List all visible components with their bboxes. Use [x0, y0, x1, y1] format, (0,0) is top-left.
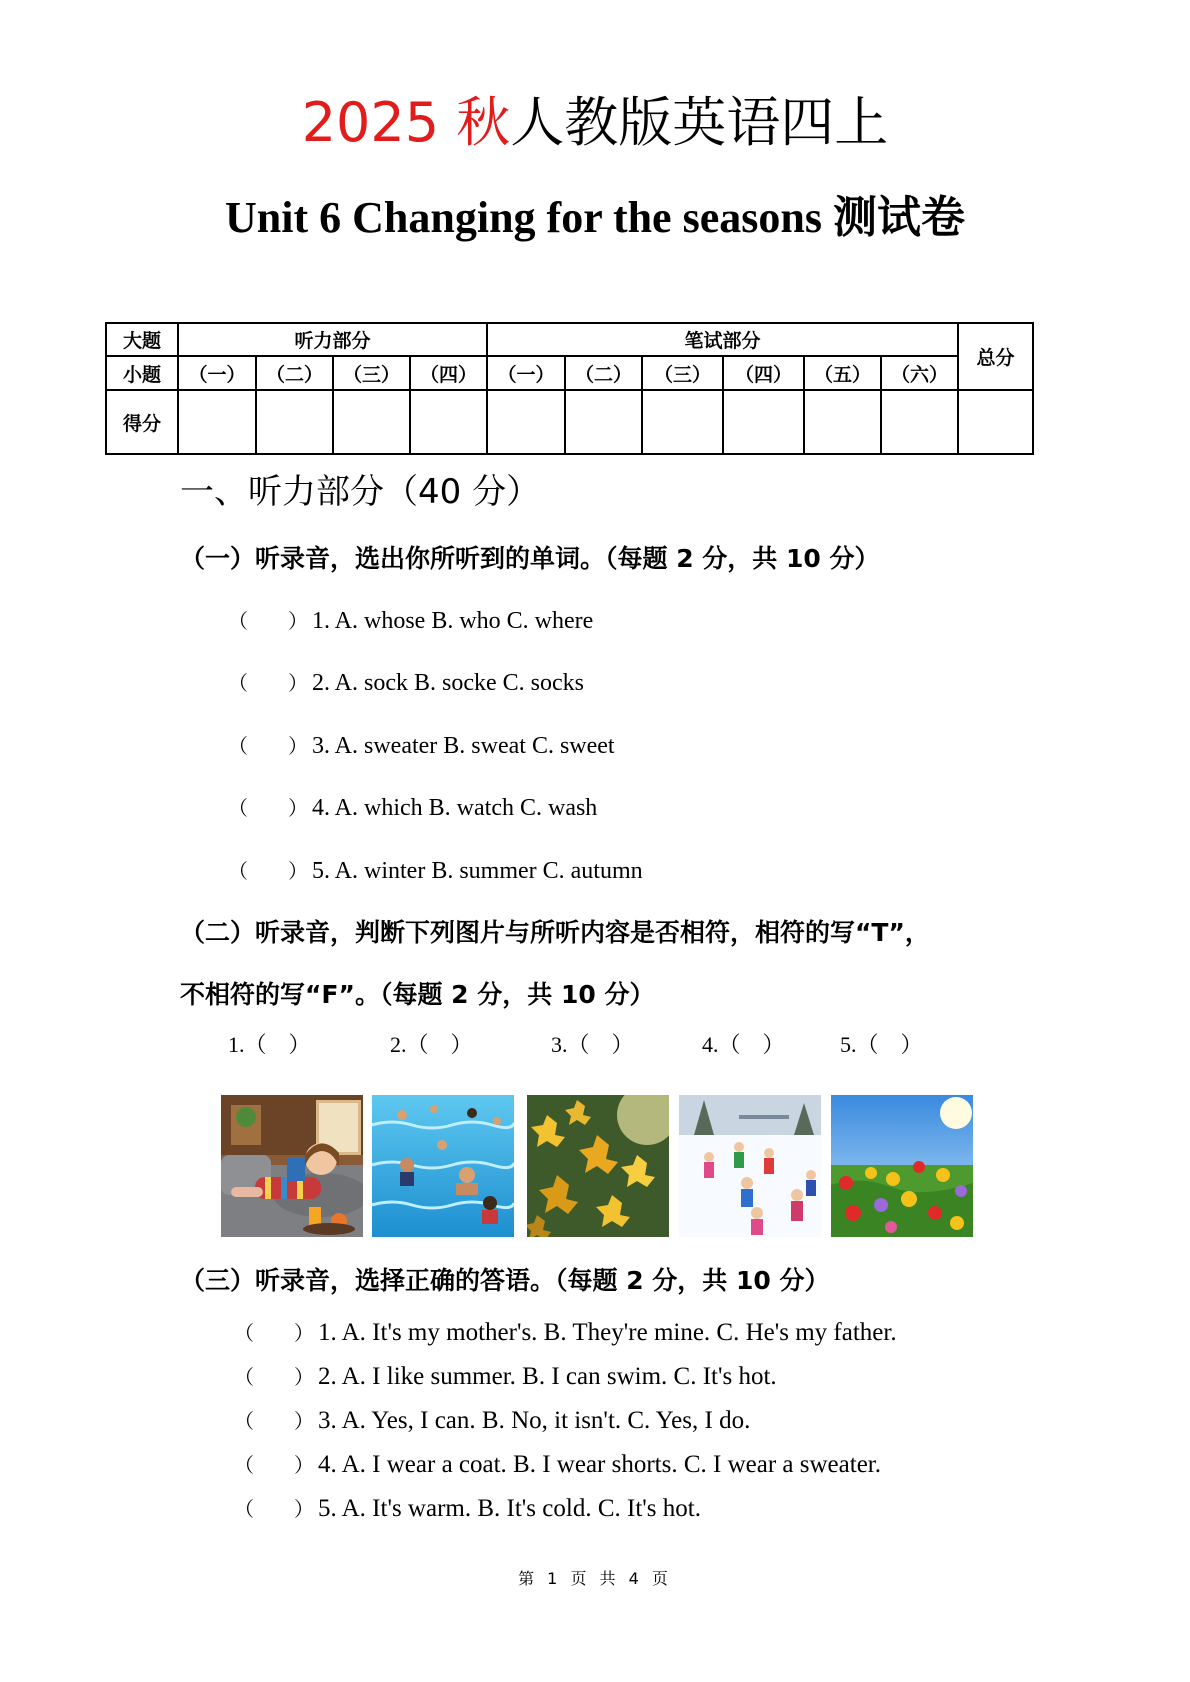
answer-bracket[interactable]: （ ） [228, 609, 308, 633]
title-rest: 人教版英语四上 [510, 91, 889, 154]
written-part: （六） [881, 356, 958, 390]
picture-label-2[interactable]: 2.（ ） [390, 1032, 473, 1057]
part1-question [228, 856, 643, 886]
girl-reading-picture [221, 1095, 363, 1237]
score-cell[interactable] [642, 390, 723, 454]
written-part: （二） [565, 356, 642, 390]
score-cell[interactable] [723, 390, 804, 454]
written-part: （五） [804, 356, 881, 390]
score-cell[interactable] [487, 390, 565, 454]
picture-label-4[interactable]: 4.（ ） [702, 1032, 785, 1057]
part1-question [228, 793, 597, 823]
answer-bracket[interactable]: （ ） [234, 1409, 314, 1433]
answer-bracket[interactable]: （ ） [228, 671, 308, 695]
picture-label-5[interactable]: 5.（ ） [840, 1032, 923, 1057]
swimming-pool-picture [372, 1095, 514, 1237]
part1-question [228, 668, 584, 698]
question-text: 5. A. winter B. summer C. autumn [312, 858, 643, 884]
score-cell[interactable] [565, 390, 642, 454]
answer-bracket[interactable]: （ ） [234, 1497, 314, 1521]
part3-heading: （三）听录音，选择正确的答语。（每题 2 分，共 10 分） [180, 1266, 830, 1295]
listening-header: 听力部分 [178, 323, 487, 356]
row-label-score: 得分 [106, 390, 178, 454]
page-title [0, 88, 1190, 158]
page-subtitle: Unit 6 Changing for the seasons 测试卷 [225, 193, 965, 242]
part3-question [234, 1318, 897, 1348]
part1-question [228, 731, 615, 761]
written-part: （四） [723, 356, 804, 390]
listening-part: （四） [410, 356, 487, 390]
question-text: 2. A. sock B. socke C. socks [312, 670, 584, 696]
page-footer: 第 1 页 共 4 页 [518, 1569, 672, 1588]
row-label-section: 大题 [106, 323, 178, 356]
score-cell[interactable] [256, 390, 333, 454]
question-text: 5. A. It's warm. B. It's cold. C. It's hot. [318, 1495, 701, 1522]
part2-heading-line1: （二）听录音，判断下列图片与所听内容是否相符，相符的写“T”， [180, 918, 930, 947]
answer-bracket[interactable]: （ ） [228, 734, 308, 758]
part3-question [234, 1362, 777, 1392]
part3-question [234, 1450, 881, 1480]
answer-bracket[interactable]: （ ） [234, 1365, 314, 1389]
score-table [105, 322, 1034, 455]
written-part: （一） [487, 356, 565, 390]
listening-part: （二） [256, 356, 333, 390]
title-season: 秋 [456, 91, 511, 154]
written-part: （三） [642, 356, 723, 390]
part2-heading-line2: 不相符的写“F”。（每题 2 分，共 10 分） [180, 980, 655, 1009]
question-text: 4. A. I wear a coat. B. I wear shorts. C. I wear a sweater. [318, 1451, 881, 1478]
question-text: 4. A. which B. watch C. wash [312, 795, 598, 821]
answer-bracket[interactable]: （ ） [234, 1453, 314, 1477]
listening-part: （三） [333, 356, 410, 390]
answer-bracket[interactable]: （ ） [228, 796, 308, 820]
part1-heading: （一）听录音，选出你所听到的单词。（每题 2 分，共 10 分） [180, 544, 880, 573]
snow-play-picture [679, 1095, 821, 1237]
score-cell[interactable] [804, 390, 881, 454]
score-cell[interactable] [881, 390, 958, 454]
part3-question [234, 1494, 701, 1524]
picture-label-3[interactable]: 3.（ ） [551, 1032, 634, 1057]
question-text: 3. A. sweater B. sweat C. sweet [312, 733, 615, 759]
question-text: 1. A. It's my mother's. B. They're mine. C. He's my father. [318, 1319, 897, 1346]
part3-question [234, 1406, 750, 1436]
question-text: 1. A. whose B. who C. where [312, 608, 594, 634]
section1-title: 一、听力部分（40 分） [180, 472, 541, 512]
row-label-part: 小题 [106, 356, 178, 390]
part1-question [228, 606, 593, 636]
score-cell[interactable] [958, 390, 1033, 454]
autumn-leaves-picture [527, 1095, 669, 1237]
picture-label-1[interactable]: 1.（ ） [228, 1032, 311, 1057]
score-cell[interactable] [178, 390, 256, 454]
written-header: 笔试部分 [487, 323, 958, 356]
score-cell[interactable] [333, 390, 410, 454]
answer-bracket[interactable]: （ ） [228, 859, 308, 883]
score-cell[interactable] [410, 390, 487, 454]
title-year: 2025 [301, 91, 440, 154]
total-header: 总分 [958, 323, 1033, 390]
listening-part: （一） [178, 356, 256, 390]
answer-bracket[interactable]: （ ） [234, 1321, 314, 1345]
spring-flowers-picture [831, 1095, 973, 1237]
question-text: 3. A. Yes, I can. B. No, it isn't. C. Yes, I do. [318, 1407, 751, 1434]
question-text: 2. A. I like summer. B. I can swim. C. It's hot. [318, 1363, 777, 1390]
